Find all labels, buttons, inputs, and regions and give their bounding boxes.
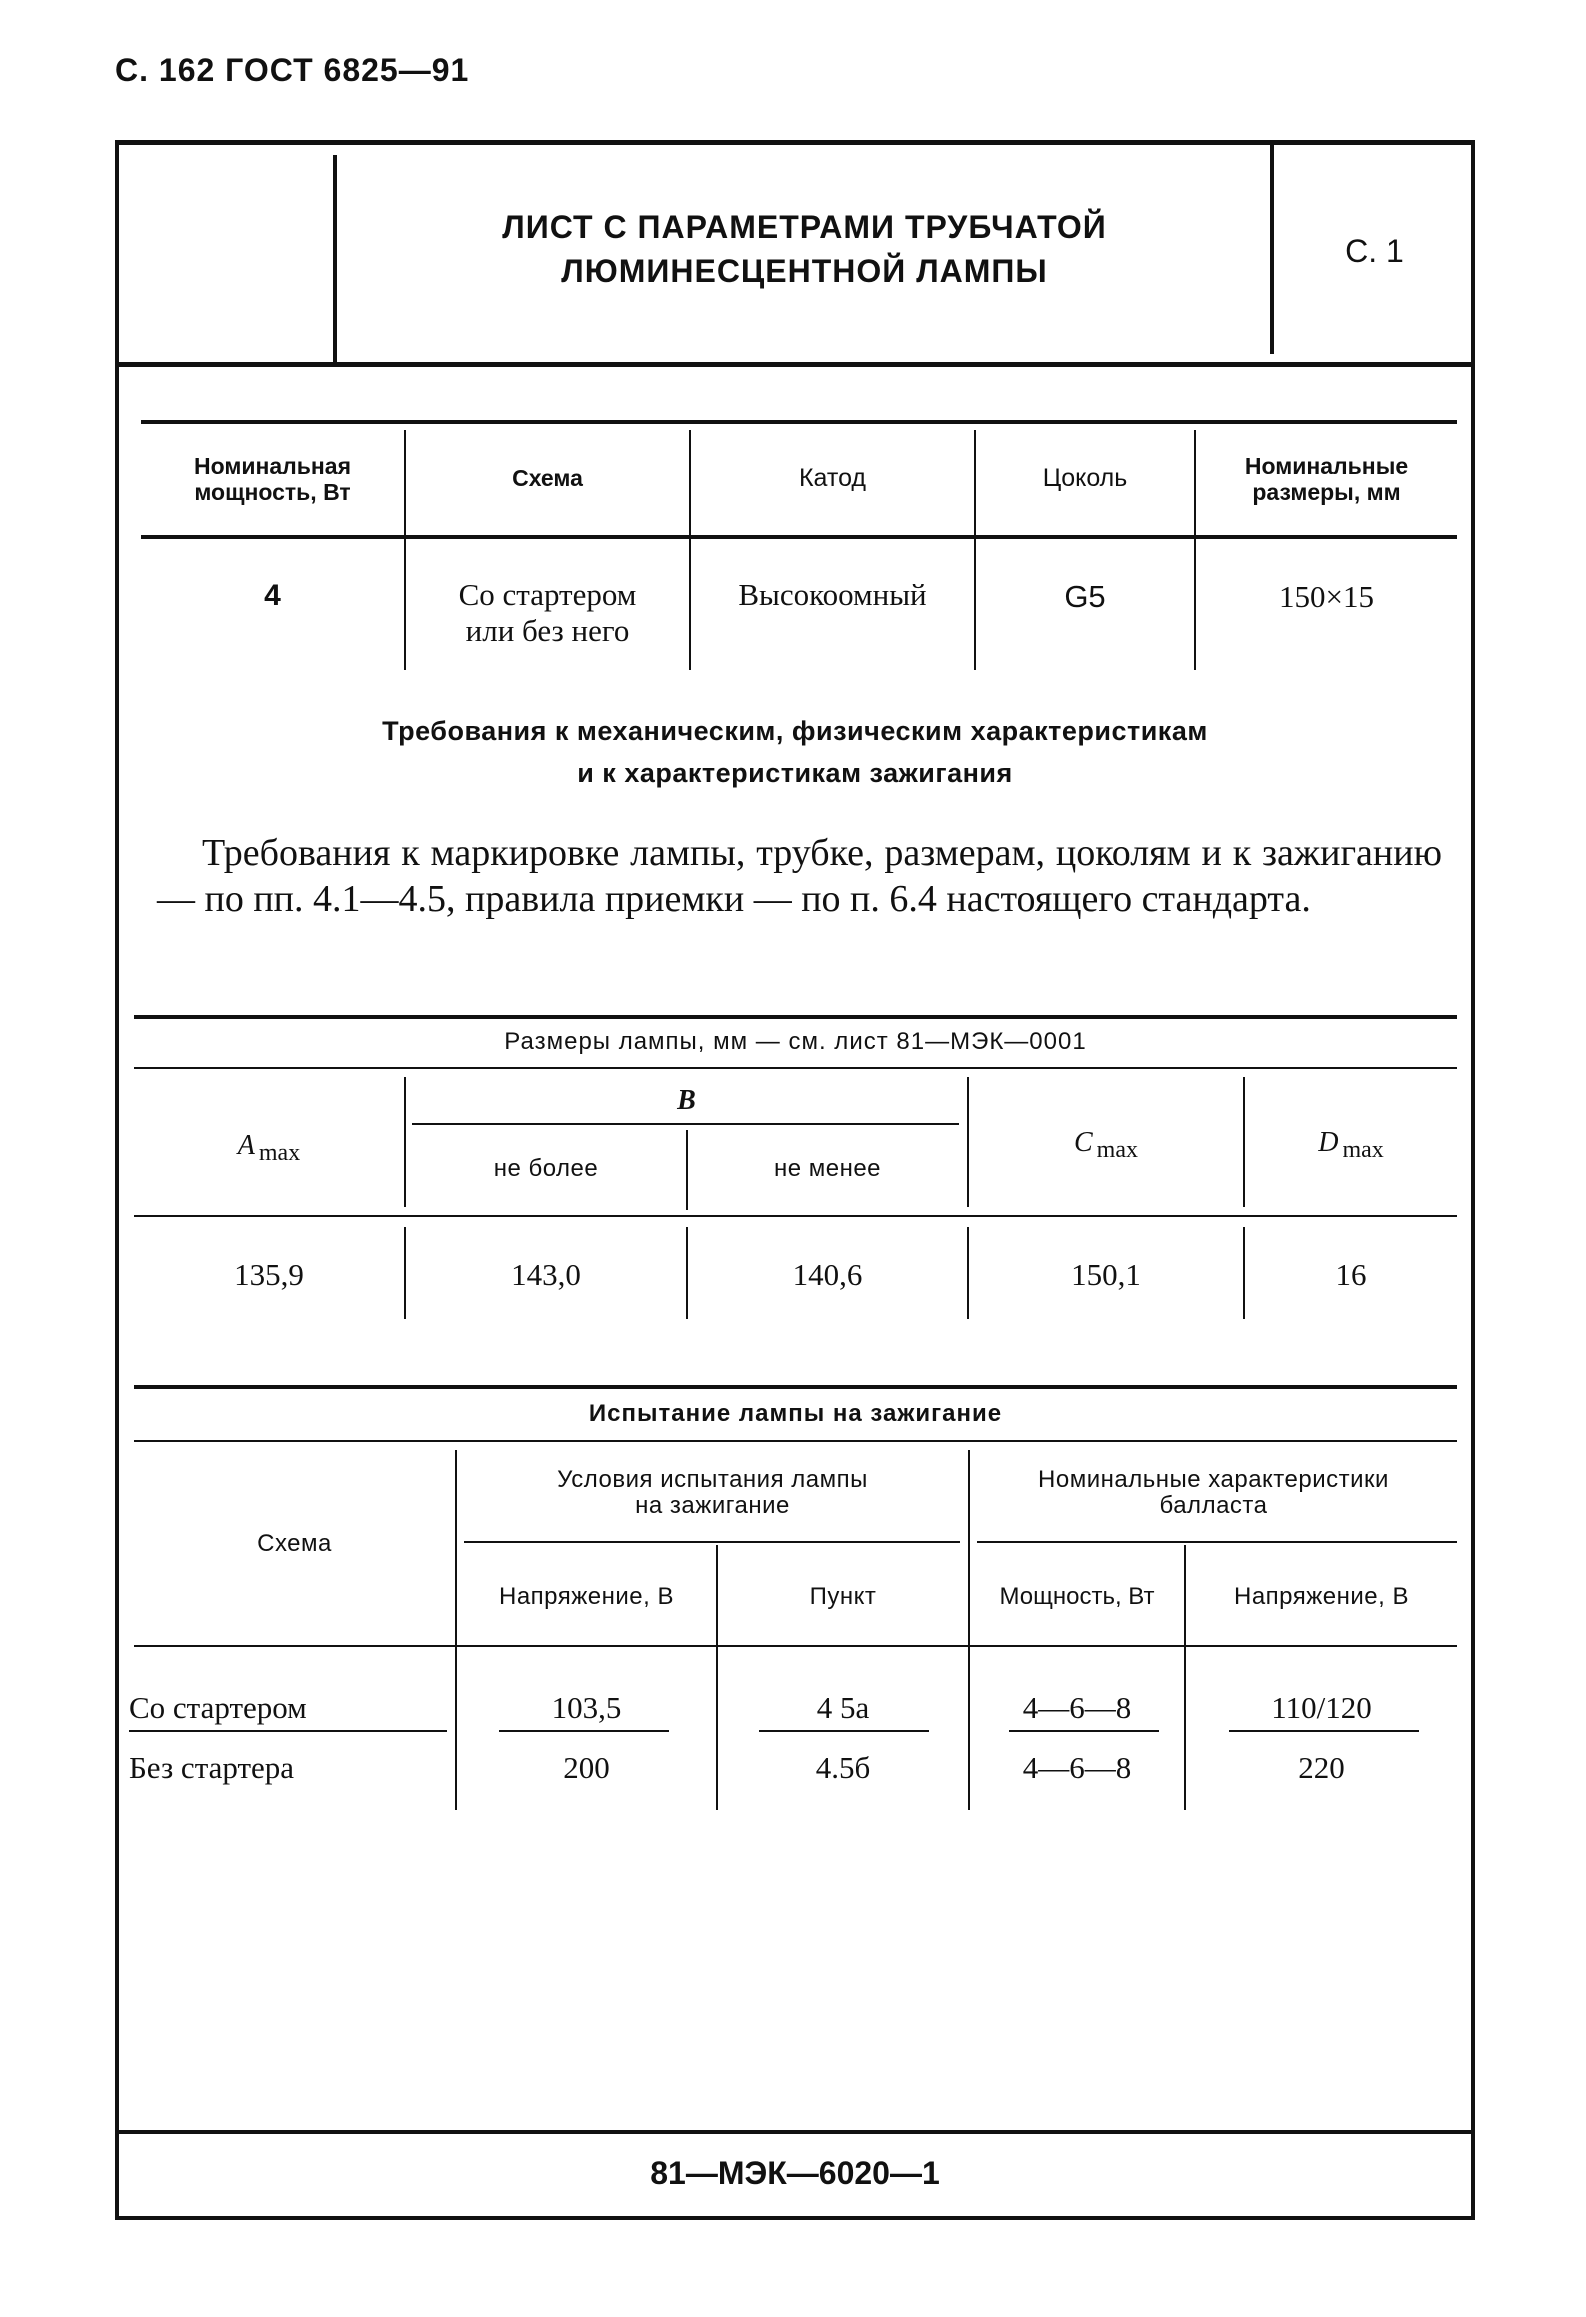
ignition-row-2-voltage: 200: [563, 1750, 610, 1785]
value-base: G5: [1064, 579, 1106, 614]
sheet-frame: [115, 140, 1475, 2220]
sheet-title: [339, 205, 1270, 293]
ignition-row-1-scheme: Со стартером: [129, 1690, 307, 1725]
header-dimensions-line2: размеры, мм: [1252, 479, 1401, 505]
ignition-row-2-power: 4—6—8: [1022, 1750, 1132, 1785]
value-scheme-line1: Со стартером: [458, 577, 637, 612]
header-b: B: [677, 1085, 696, 1116]
header-test-conditions-line2: на зажигание: [635, 1492, 790, 1519]
ignition-row-2-scheme: Без стартера: [129, 1750, 295, 1785]
ignition-caption: Испытание лампы на зажигание: [588, 1400, 1003, 1427]
rule: [134, 1215, 1457, 1217]
ignition-row-2-ballast-voltage: 220: [1298, 1750, 1345, 1785]
value-scheme: [406, 577, 689, 649]
rule: [129, 1730, 447, 1732]
header-power-line1: Номинальная: [193, 453, 352, 479]
requirements-heading-line1: Требования к механическим, физическим характеристикам: [382, 716, 1208, 746]
value-b-max: 143,0: [511, 1257, 581, 1292]
value-c-max: 150,1: [1071, 1257, 1141, 1292]
title-divider-left: [333, 155, 337, 362]
header-test-conditions-line1: Условия испытания лампы: [557, 1466, 868, 1493]
sheet-page-number: С. 1: [1345, 233, 1404, 269]
value-b-min: 140,6: [792, 1257, 863, 1292]
rule: [141, 420, 1457, 424]
header-test-voltage: Напряжение, В: [498, 1583, 674, 1610]
header-dimensions-line1: Номинальные: [1244, 453, 1409, 479]
rule: [759, 1730, 929, 1732]
sheet-title-line2: ЛЮМИНЕСЦЕНТНОЙ ЛАМПЫ: [561, 253, 1048, 289]
header-ballast-power: Мощность, Вт: [999, 1583, 1155, 1610]
header-ballast-line1: Номинальные характеристики: [1038, 1466, 1389, 1493]
requirements-text: [157, 830, 1442, 922]
header-ballast-line2: балласта: [1159, 1492, 1268, 1519]
rule: [134, 1385, 1457, 1389]
header-a-max: [134, 1130, 404, 1167]
page-header: С. 162 ГОСТ 6825—91: [115, 52, 470, 88]
header-a-sub: max: [258, 1140, 301, 1166]
rule: [499, 1730, 669, 1732]
ignition-row-1-power: 4—6—8: [1022, 1690, 1132, 1725]
value-power: 4: [264, 579, 281, 612]
header-cathode: Катод: [798, 464, 867, 492]
header-test-conditions: [457, 1467, 968, 1519]
footer-rule: [119, 2130, 1471, 2134]
header-a-letter: A: [237, 1130, 255, 1161]
rule: [1009, 1730, 1159, 1732]
rule: [134, 1067, 1457, 1069]
requirements-heading-line2: и к характеристикам зажигания: [577, 758, 1013, 788]
sheet-title-line1: ЛИСТ С ПАРАМЕТРАМИ ТРУБЧАТОЙ: [502, 209, 1107, 245]
header-c-letter: C: [1073, 1127, 1093, 1158]
header-ballast-voltage: Напряжение, В: [1233, 1583, 1409, 1610]
ignition-row-1-ballast-voltage: 110/120: [1271, 1690, 1372, 1725]
value-dimensions: 150×15: [1279, 579, 1374, 614]
header-d-sub: max: [1342, 1137, 1384, 1163]
value-a-max: 135,9: [234, 1257, 304, 1292]
header-dimensions: [1196, 453, 1457, 505]
requirements-text-body: Требования к маркировке лампы, трубке, размерам, цоколям и к зажиганию — по пп. 4.1—4.5, правила приемки — по п. 6.4 настоящего стандарта.: [157, 832, 1442, 920]
header-b-max: не более: [493, 1155, 599, 1182]
header-ignition-scheme: Схема: [257, 1530, 332, 1557]
ignition-row-1-item: 4 5а: [816, 1690, 870, 1725]
header-ballast: [970, 1467, 1457, 1519]
value-d-max: 16: [1335, 1257, 1367, 1292]
rule: [977, 1541, 1457, 1543]
rule: [134, 1645, 1457, 1647]
rule: [1229, 1730, 1419, 1732]
ignition-row-1-voltage: 103,5: [551, 1690, 622, 1725]
value-scheme-line2: или без него: [465, 613, 630, 648]
header-base: Цоколь: [1042, 464, 1128, 492]
rule: [134, 1015, 1457, 1019]
dimensions-caption: Размеры лампы, мм — см. лист 81—МЭК—0001: [504, 1028, 1087, 1055]
header-d-max: [1245, 1127, 1457, 1164]
header-power-line2: мощность, Вт: [194, 479, 351, 505]
rule: [141, 535, 1457, 539]
header-d-letter: D: [1318, 1127, 1339, 1158]
rule: [412, 1123, 959, 1125]
title-block: [119, 145, 1471, 367]
header-power: [141, 453, 404, 505]
ignition-row-2-item: 4.5б: [815, 1750, 871, 1785]
rule: [134, 1440, 1457, 1442]
value-cathode: Высокоомный: [738, 577, 927, 612]
header-c-sub: max: [1096, 1137, 1138, 1163]
sheet-footer-code: 81—МЭК—6020—1: [650, 2155, 940, 2191]
header-test-item: Пункт: [809, 1583, 877, 1610]
header-c-max: [969, 1127, 1243, 1164]
rule: [464, 1541, 960, 1543]
header-b-min: не менее: [773, 1155, 882, 1182]
header-scheme: Схема: [512, 465, 583, 491]
requirements-heading: [119, 710, 1471, 794]
